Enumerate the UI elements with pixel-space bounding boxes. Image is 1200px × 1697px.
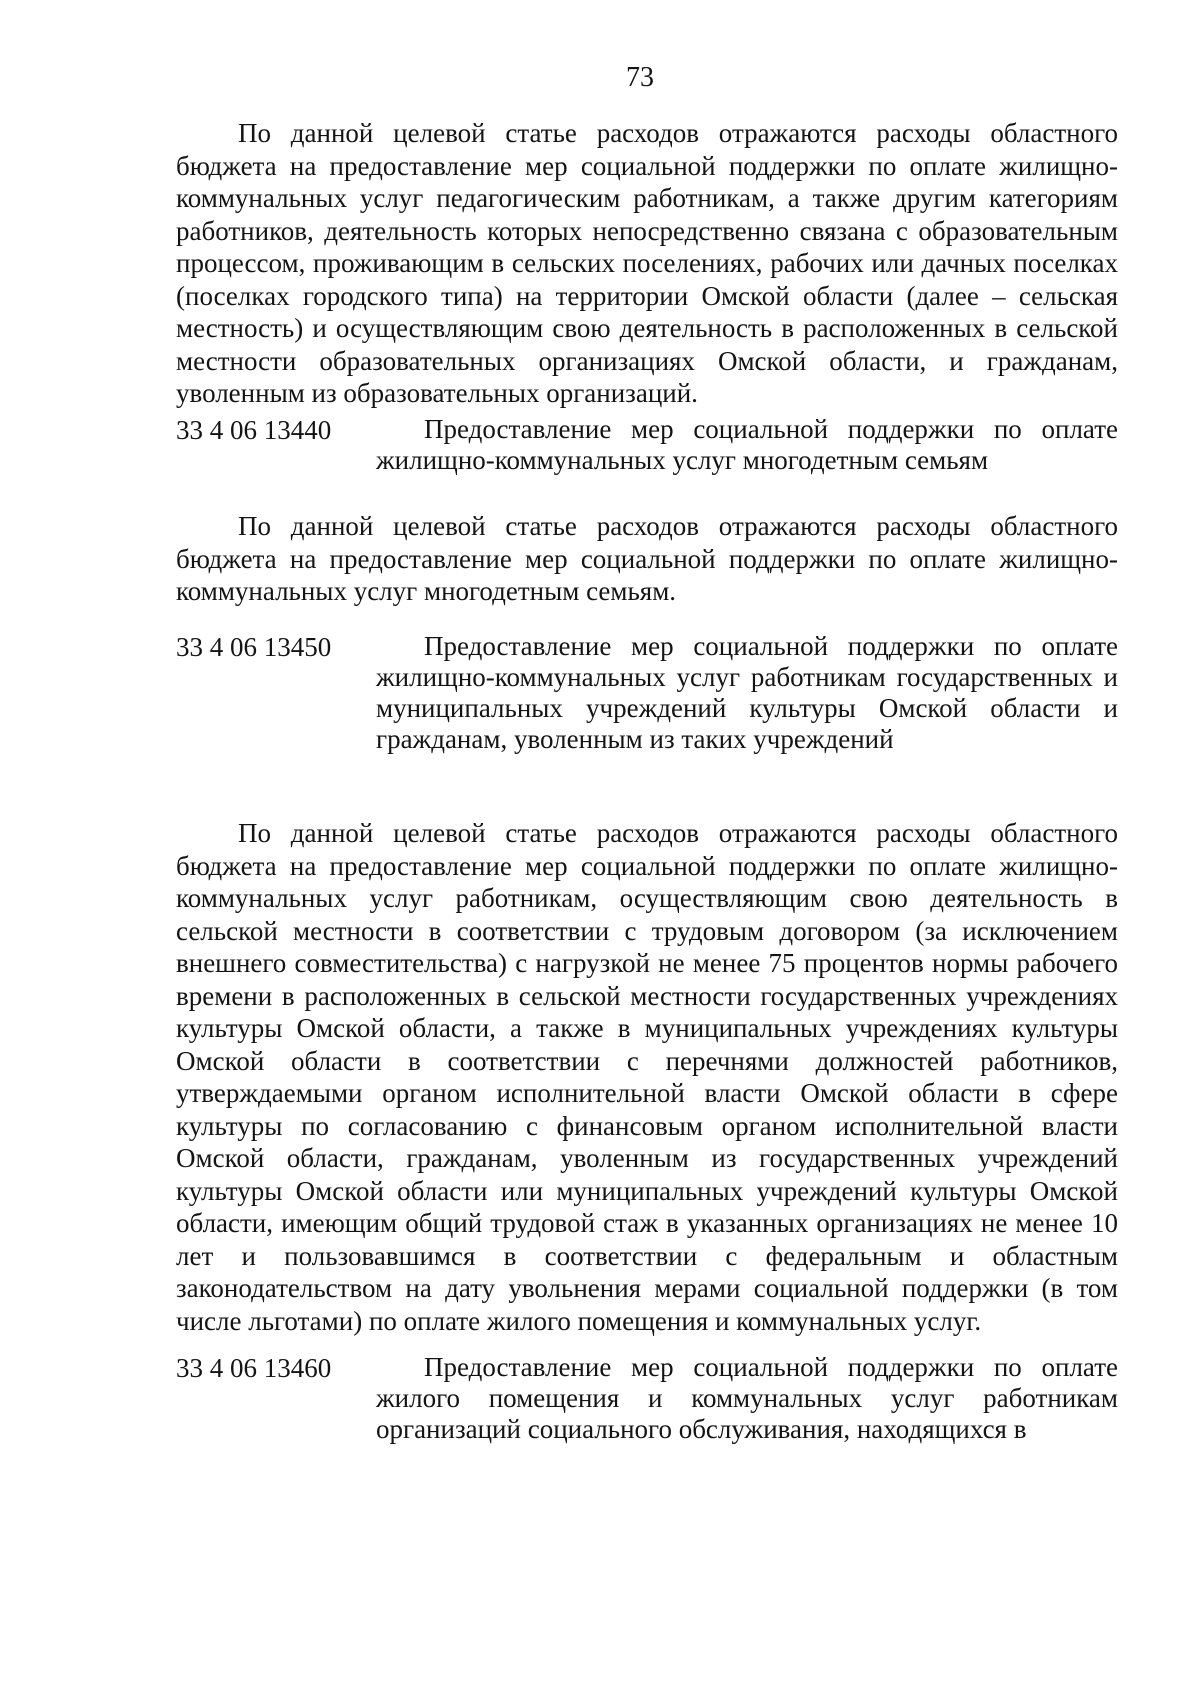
paragraph-3: По данной целевой статье расходов отражаются расходы областного бюджета на предоставление мер социальной поддержки по оплате жилищно-коммунальных услуг работникам, осуществляющим свою деятельность в сельской местности в соответствии с трудовым договором (за исключением внешнего совместительства) с нагрузкой не менее 75 процентов нормы рабочего времени в расположенных в сельской местности государственных учреждениях культуры Омской области, а также в муниципальных учреждениях культуры Омской области в соответствии с перечнями должностей работников, утверждаемыми органом исполнительной власти Омской области в сфере культуры по согласованию с финансовым органом исполнительной власти Омской области, гражданам, уволенным из государственных учреждений культуры Омской области или муниципальных учреждений культуры Омской области, имеющим общий трудовой стаж в указанных организациях не менее 10 лет и пользовавшимся в соответствии с федеральным и областным законодательством на дату увольнения мерами социальной поддержки (в том числе льготами) по оплате жилого помещения и коммунальных услуг. — [176, 818, 1118, 1336]
budget-code: 33 4 06 13440 — [176, 415, 332, 445]
budget-code-title: Предоставление мер социальной поддержки по оплате жилищно-коммунальных услуг многодетным семьям — [376, 414, 1118, 475]
budget-code-title: Предоставление мер социальной поддержки по оплате жилого помещения и коммунальных услуг работникам организаций социального обслуживания, находящихся в — [376, 1352, 1118, 1444]
paragraph-2: По данной целевой статье расходов отражаются расходы областного бюджета на предоставление мер социальной поддержки по оплате жилищно-коммунальных услуг многодетным семьям. — [176, 511, 1118, 606]
budget-code-title: Предоставление мер социальной поддержки по оплате жилищно-коммунальных услуг работникам государственных и муниципальных учреждений культуры Омской области и гражданам, уволенным из таких учреждений — [376, 631, 1118, 754]
budget-code: 33 4 06 13450 — [176, 632, 332, 662]
page-number: 73 — [626, 62, 654, 93]
budget-code: 33 4 06 13460 — [176, 1353, 332, 1383]
paragraph-1: По данной целевой статье расходов отражаются расходы областного бюджета на предоставление мер социальной поддержки по оплате жилищно-коммунальных услуг педагогическим работникам, а также другим категориям работников, деятельность которых непосредственно связана с образовательным процессом, проживающим в сельских поселениях, рабочих или дачных поселках (поселках городского типа) на территории Омской области (далее – сельская местность) и осуществляющим свою деятельность в расположенных в сельской местности образовательных организациях Омской области, и гражданам, уволенным из образовательных организаций. — [176, 118, 1118, 408]
